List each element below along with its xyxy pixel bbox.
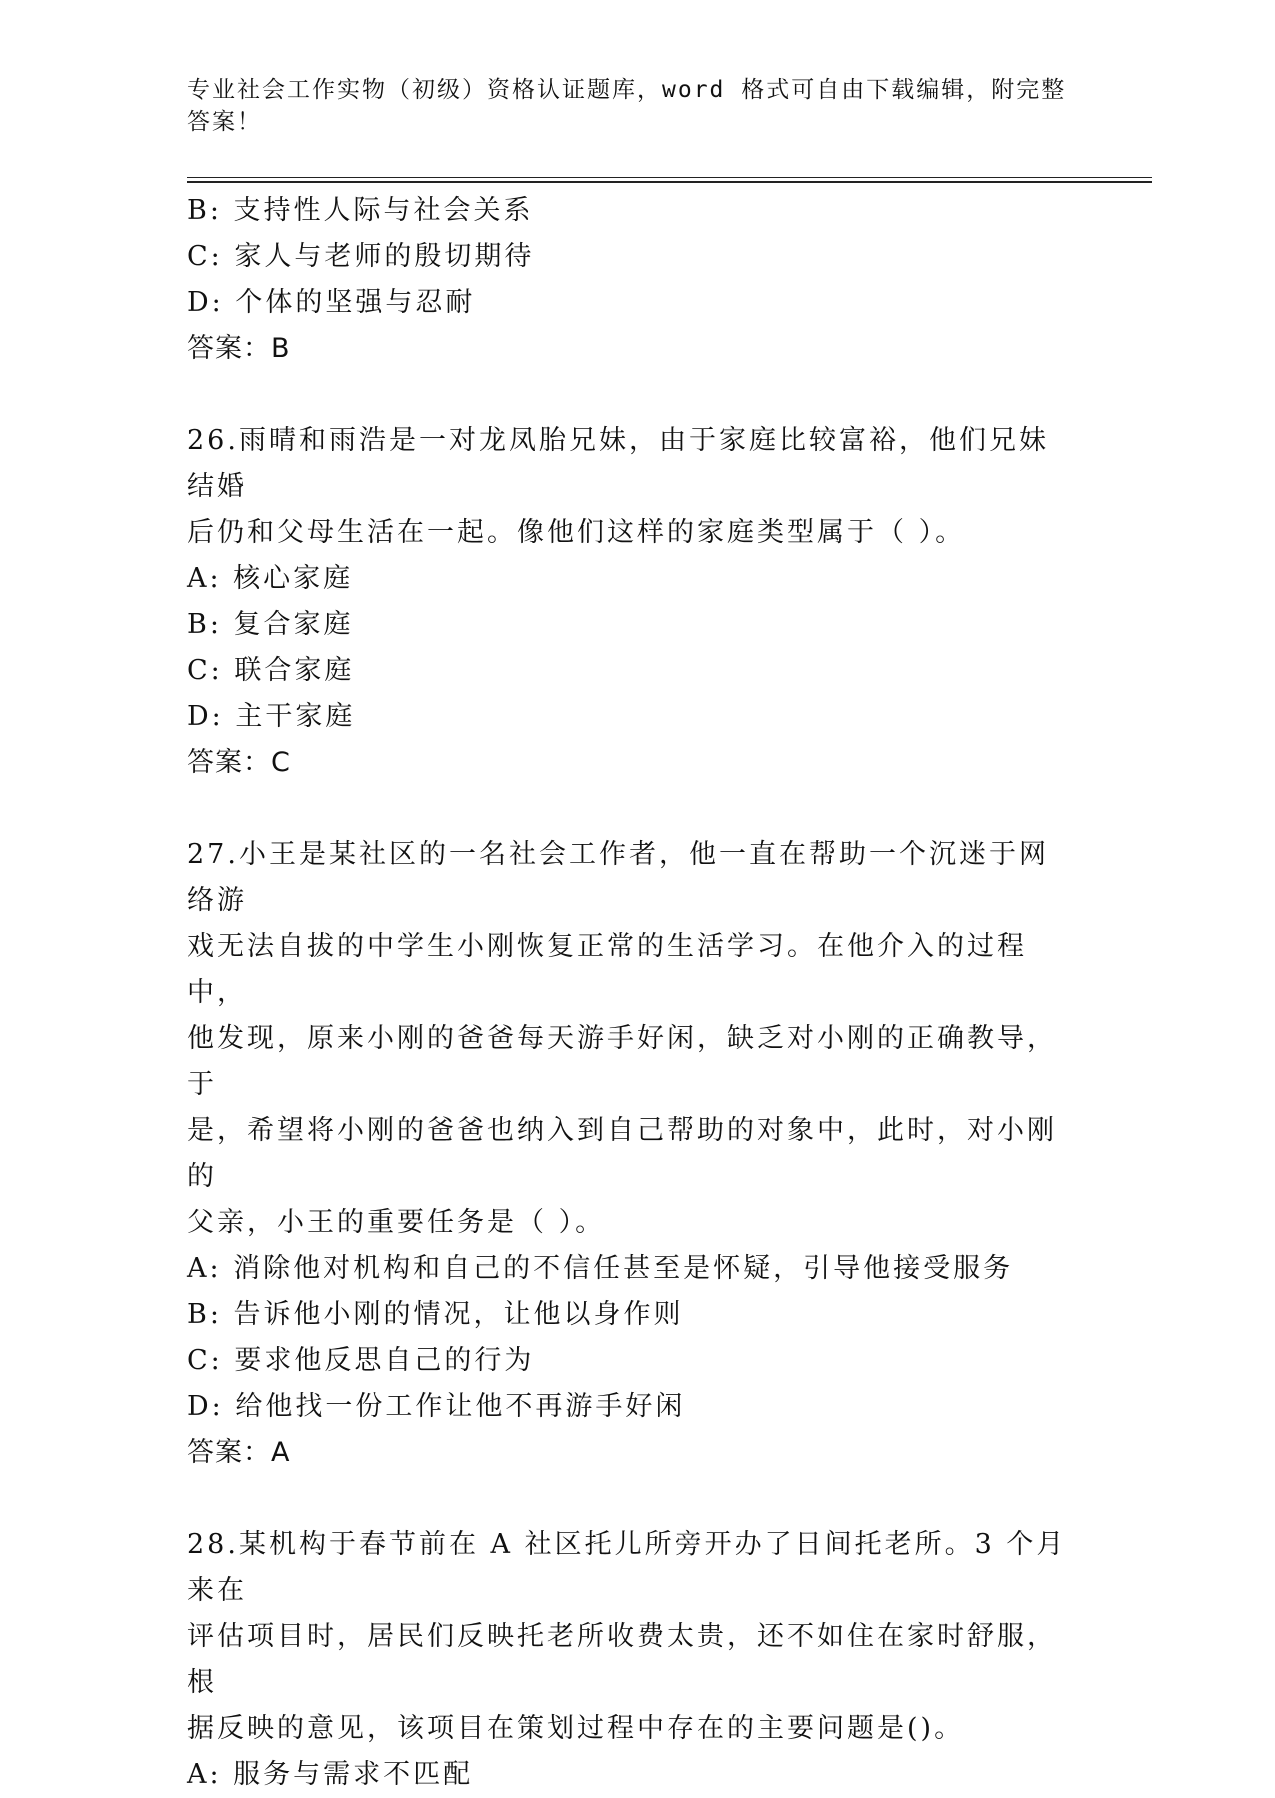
answer-line: 答案：B — [187, 333, 291, 364]
option-c: C: 联合家庭 — [187, 655, 355, 686]
option-d: D: 个体的坚强与忍耐 — [187, 287, 476, 318]
answer-line: 答案：C — [187, 747, 291, 778]
question-stem-line: 后仍和父母生活在一起。像他们这样的家庭类型属于（ ）。 — [187, 517, 966, 548]
page-header: 专业社会工作实物（初级）资格认证题库，word 格式可自由下载编辑，附完整答案！ — [187, 77, 1067, 135]
option-a: A: 服务与需求不匹配 — [187, 1759, 474, 1790]
option-c: C: 要求他反思自己的行为 — [187, 1345, 535, 1376]
question-stem-line: 父亲，小王的重要任务是（ ）。 — [187, 1207, 606, 1238]
option-b: B: 告诉他小刚的情况，让他以身作则 — [187, 1299, 684, 1330]
option-d: D: 给他找一份工作让他不再游手好闲 — [187, 1391, 686, 1422]
answer-line: 答案：A — [187, 1437, 291, 1468]
question-stem-line: 据反映的意见，该项目在策划过程中存在的主要问题是()。 — [187, 1713, 965, 1744]
option-d: D: 主干家庭 — [187, 701, 356, 732]
question-stem-line: 他发现，原来小刚的爸爸每天游手好闲，缺乏对小刚的正确教导，于 — [187, 1023, 1057, 1100]
option-b: B: 复合家庭 — [187, 609, 354, 640]
question-content — [187, 188, 1077, 1798]
question-stem-line: 28.某机构于春节前在 A 社区托儿所旁开办了日间托老所。3 个月来在 — [187, 1529, 1067, 1606]
option-c: C: 家人与老师的殷切期待 — [187, 241, 535, 272]
option-a: A: 消除他对机构和自己的不信任甚至是怀疑，引导他接受服务 — [187, 1253, 1014, 1284]
question-stem-line: 戏无法自拔的中学生小刚恢复正常的生活学习。在他介入的过程中， — [187, 931, 1027, 1008]
prev-question-block — [187, 188, 1077, 372]
question-stem-line: 27.小王是某社区的一名社会工作者，他一直在帮助一个沉迷于网络游 — [187, 839, 1049, 916]
option-b: B: 支持性人际与社会关系 — [187, 195, 534, 226]
question-28 — [187, 1522, 1077, 1798]
header-divider-thick — [187, 181, 1152, 183]
header-divider-thin — [187, 177, 1152, 178]
question-stem-line: 26.雨晴和雨浩是一对龙凤胎兄妹，由于家庭比较富裕，他们兄妹结婚 — [187, 425, 1049, 502]
question-stem-line: 是，希望将小刚的爸爸也纳入到自己帮助的对象中，此时，对小刚的 — [187, 1115, 1057, 1192]
question-27 — [187, 832, 1077, 1476]
option-a: A: 核心家庭 — [187, 563, 354, 594]
question-26 — [187, 418, 1077, 786]
question-stem-line: 评估项目时，居民们反映托老所收费太贵，还不如住在家时舒服，根 — [187, 1621, 1057, 1698]
